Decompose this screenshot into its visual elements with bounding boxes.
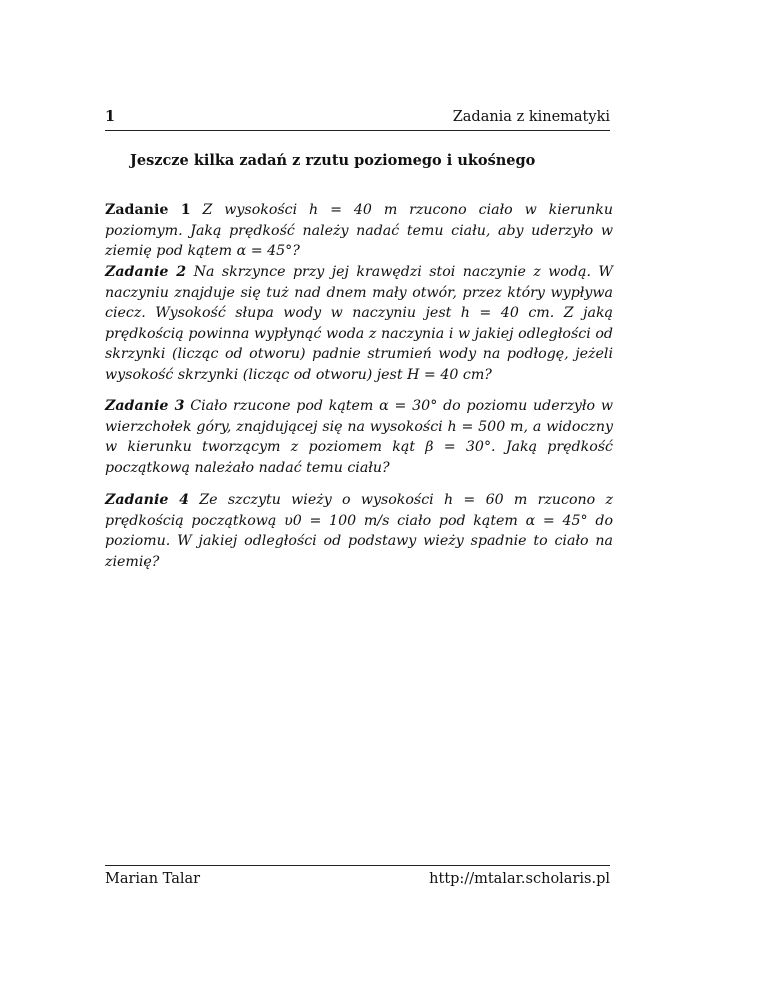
task-text: Ciało rzucone pod kątem α = 30° do poziomu uderzyło w wierzchołek góry, znajdującej się na wysokości h = 500 m, a widoczny w kierunku tworzącym z poziomem kąt β = 30°. Jaką prędkość początkową należało nadać temu ciału? — [105, 398, 613, 476]
author-name: Marian Talar — [105, 871, 201, 887]
task-label: Zadanie 1 — [105, 202, 191, 218]
document-title: Jeszcze kilka zadań z rzutu poziomego i ukośnego — [130, 152, 536, 169]
author-url[interactable]: http://mtalar.scholaris.pl — [429, 871, 610, 887]
task-text: Na skrzynce przy jej krawędzi stoi naczynie z wodą. W naczyniu znajduje się tuż nad dnem mały otwór, przez który wypływa ciecz. Wysokość słupa wody w naczyniu jest h = 40 cm. Z jaką prędkością powinna wypłynąć woda z naczynia i w jakiej odległości od skrzynki (licząc od otworu) padnie strumień wody na podłogę, jeżeli wysokość skrzynki (licząc od otworu) jest H = 40 cm? — [105, 264, 613, 383]
task-1 — [105, 200, 613, 262]
task-text: Z wysokości h = 40 m rzucono ciało w kierunku poziomym. Jaką prędkość należy nadać temu ciału, aby uderzyło w ziemię pod kątem α = 45°? — [105, 202, 613, 259]
task-3 — [105, 396, 613, 478]
page-footer — [105, 865, 610, 887]
task-4 — [105, 490, 613, 572]
task-text: Ze szczytu wieży o wysokości h = 60 m rzucono z prędkością początkową υ0 = 100 m/s ciało pod kątem α = 45° do poziomu. W jakiej odległości od podstawy wieży spadnie to ciało na ziemię? — [105, 492, 613, 570]
task-label: Zadanie 3 — [105, 398, 185, 414]
page-header — [105, 108, 610, 131]
task-label: Zadanie 2 — [105, 264, 187, 280]
task-2 — [105, 262, 613, 385]
section-title: Zadania z kinematyki — [452, 109, 610, 125]
task-label: Zadanie 4 — [105, 492, 189, 508]
page-number: 1 — [105, 108, 116, 125]
